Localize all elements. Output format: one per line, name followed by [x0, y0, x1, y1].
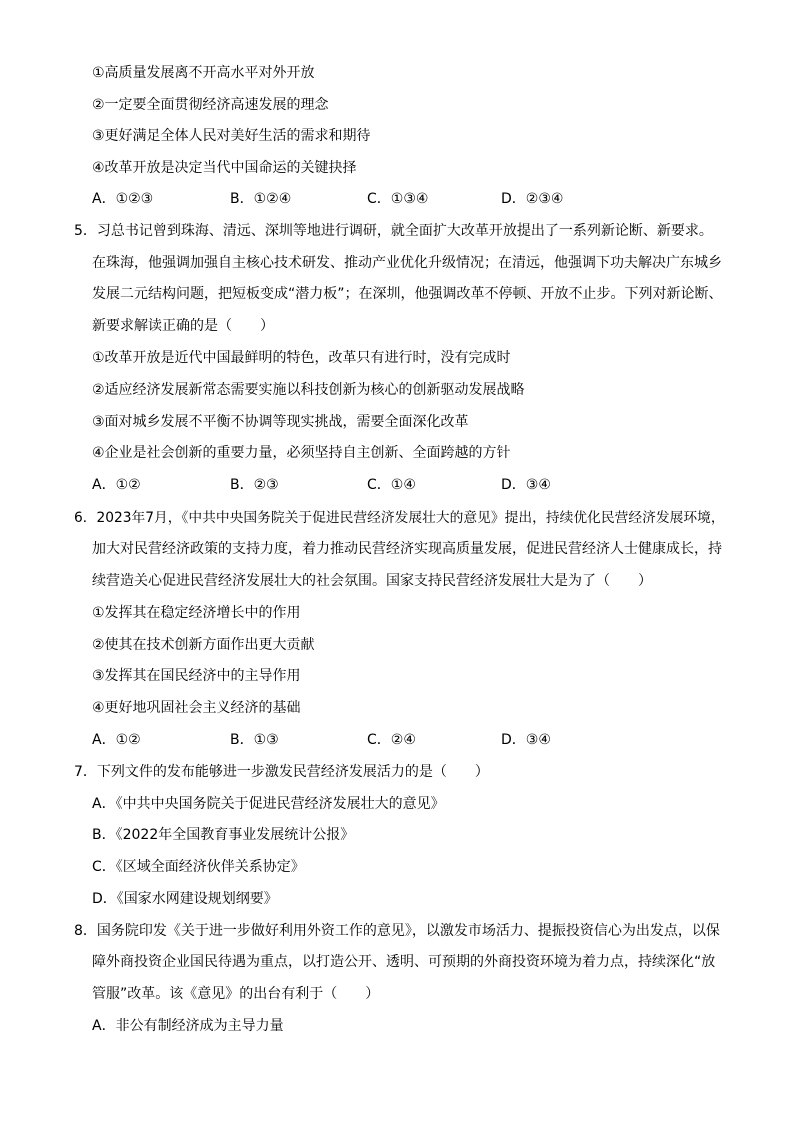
q4-statement-2: ②一定要全面贯彻经济高速发展的理念: [92, 97, 329, 113]
q5-statement-2: ②适应经济发展新常态需要实施以科技创新为核心的创新驱动发展战略: [92, 382, 525, 398]
q6-option-a: A．①②: [92, 732, 141, 748]
q8-choice-a: A．非公有制经济成为主导力量: [92, 1018, 284, 1034]
q4-options: [0, 190, 794, 208]
q4-option-c: C．①③④: [367, 191, 429, 207]
q6-option-c: C．②④: [367, 732, 416, 748]
q6-option-b: B．①③: [230, 732, 279, 748]
q5-stem-line-2: 在珠海，他强调加强自主核心技术研发、推动产业优化升级情况；在清远，他强调下功夫解决广东城乡: [92, 255, 722, 271]
q6-statement-3: ③发挥其在国民经济中的主导作用: [92, 668, 301, 684]
q5-stem-line-1: 5．习总书记曾到珠海、清远、深圳等地进行调研，就全面扩大改革开放提出了一系列新论断、新要求。: [74, 223, 713, 239]
q5-options: [0, 476, 794, 494]
q8-stem-line-1: 8．国务院印发《关于进一步做好利用外资工作的意见》，以激发市场活力、提振投资信心为出发点，以保: [74, 923, 720, 939]
q6-options: [0, 731, 794, 749]
q6-statement-4: ④更好地巩固社会主义经济的基础: [92, 700, 301, 716]
q5-option-a: A．①②: [92, 477, 141, 493]
q5-stem-line-3: 发展二元结构问题，把短板变成“潜力板”；在深圳，他强调改革不停顿、开放不止步。下列对新论断、: [92, 286, 723, 302]
q5-statement-4: ④企业是社会创新的重要力量，必须坚持自主创新、全面跨越的方针: [92, 445, 511, 461]
q7-stem: 7．下列文件的发布能够进一步激发民营经济发展活力的是（ ）: [74, 764, 489, 780]
q6-statement-1: ①发挥其在稳定经济增长中的作用: [92, 605, 301, 621]
q7-choice-c: C．《区域全面经济伙伴关系协定》: [92, 859, 305, 875]
q7-choice-b: B．《2022年全国教育事业发展统计公报》: [92, 827, 355, 843]
q6-stem-line-3: 续营造关心促进民营经济发展壮大的社会氛围。国家支持民营经济发展壮大是为了（ ）: [92, 573, 652, 589]
q5-option-b: B．②③: [230, 477, 279, 493]
q7-choice-d: D．《国家水网建设规划纲要》: [92, 891, 278, 907]
q4-statement-3: ③更好满足全体人民对美好生活的需求和期待: [92, 128, 371, 144]
q4-option-a: A．①②③: [92, 191, 154, 207]
q5-statement-3: ③面对城乡发展不平衡不协调等现实挑战，需要全面深化改革: [92, 414, 469, 430]
q4-statement-1: ①高质量发展离不开高水平对外开放: [92, 65, 315, 81]
q6-stem-line-1: 6．2023年7月，《中共中央国务院关于促进民营经济发展壮大的意见》提出，持续优化民营经济发展环境，: [74, 510, 725, 526]
q8-stem-line-3: 管服”改革。该《意见》的出台有利于（ ）: [92, 986, 380, 1002]
q5-stem-line-4: 新要求解读正确的是（ ）: [92, 318, 274, 334]
q6-stem-line-2: 加大对民营经济政策的支持力度，着力推动民营经济实现高质量发展，促进民营经济人士健康成长，持: [92, 541, 722, 557]
q5-option-d: D．③④: [501, 477, 551, 493]
q4-statement-4: ④改革开放是决定当代中国命运的关键抉择: [92, 160, 357, 176]
q6-statement-2: ②使其在技术创新方面作出更大贡献: [92, 637, 315, 653]
q5-option-c: C．①④: [367, 477, 416, 493]
q4-option-b: B．①②④: [230, 191, 292, 207]
q5-statement-1: ①改革开放是近代中国最鲜明的特色，改革只有进行时，没有完成时: [92, 350, 511, 366]
q6-option-d: D．③④: [501, 732, 551, 748]
q4-option-d: D．②③④: [501, 191, 564, 207]
q8-stem-line-2: 障外商投资企业国民待遇为重点，以打造公开、透明、可预期的外商投资环境为着力点，持续深化“放: [92, 954, 716, 970]
q7-choice-a: A．《中共中央国务院关于促进民营经济发展壮大的意见》: [92, 796, 445, 812]
